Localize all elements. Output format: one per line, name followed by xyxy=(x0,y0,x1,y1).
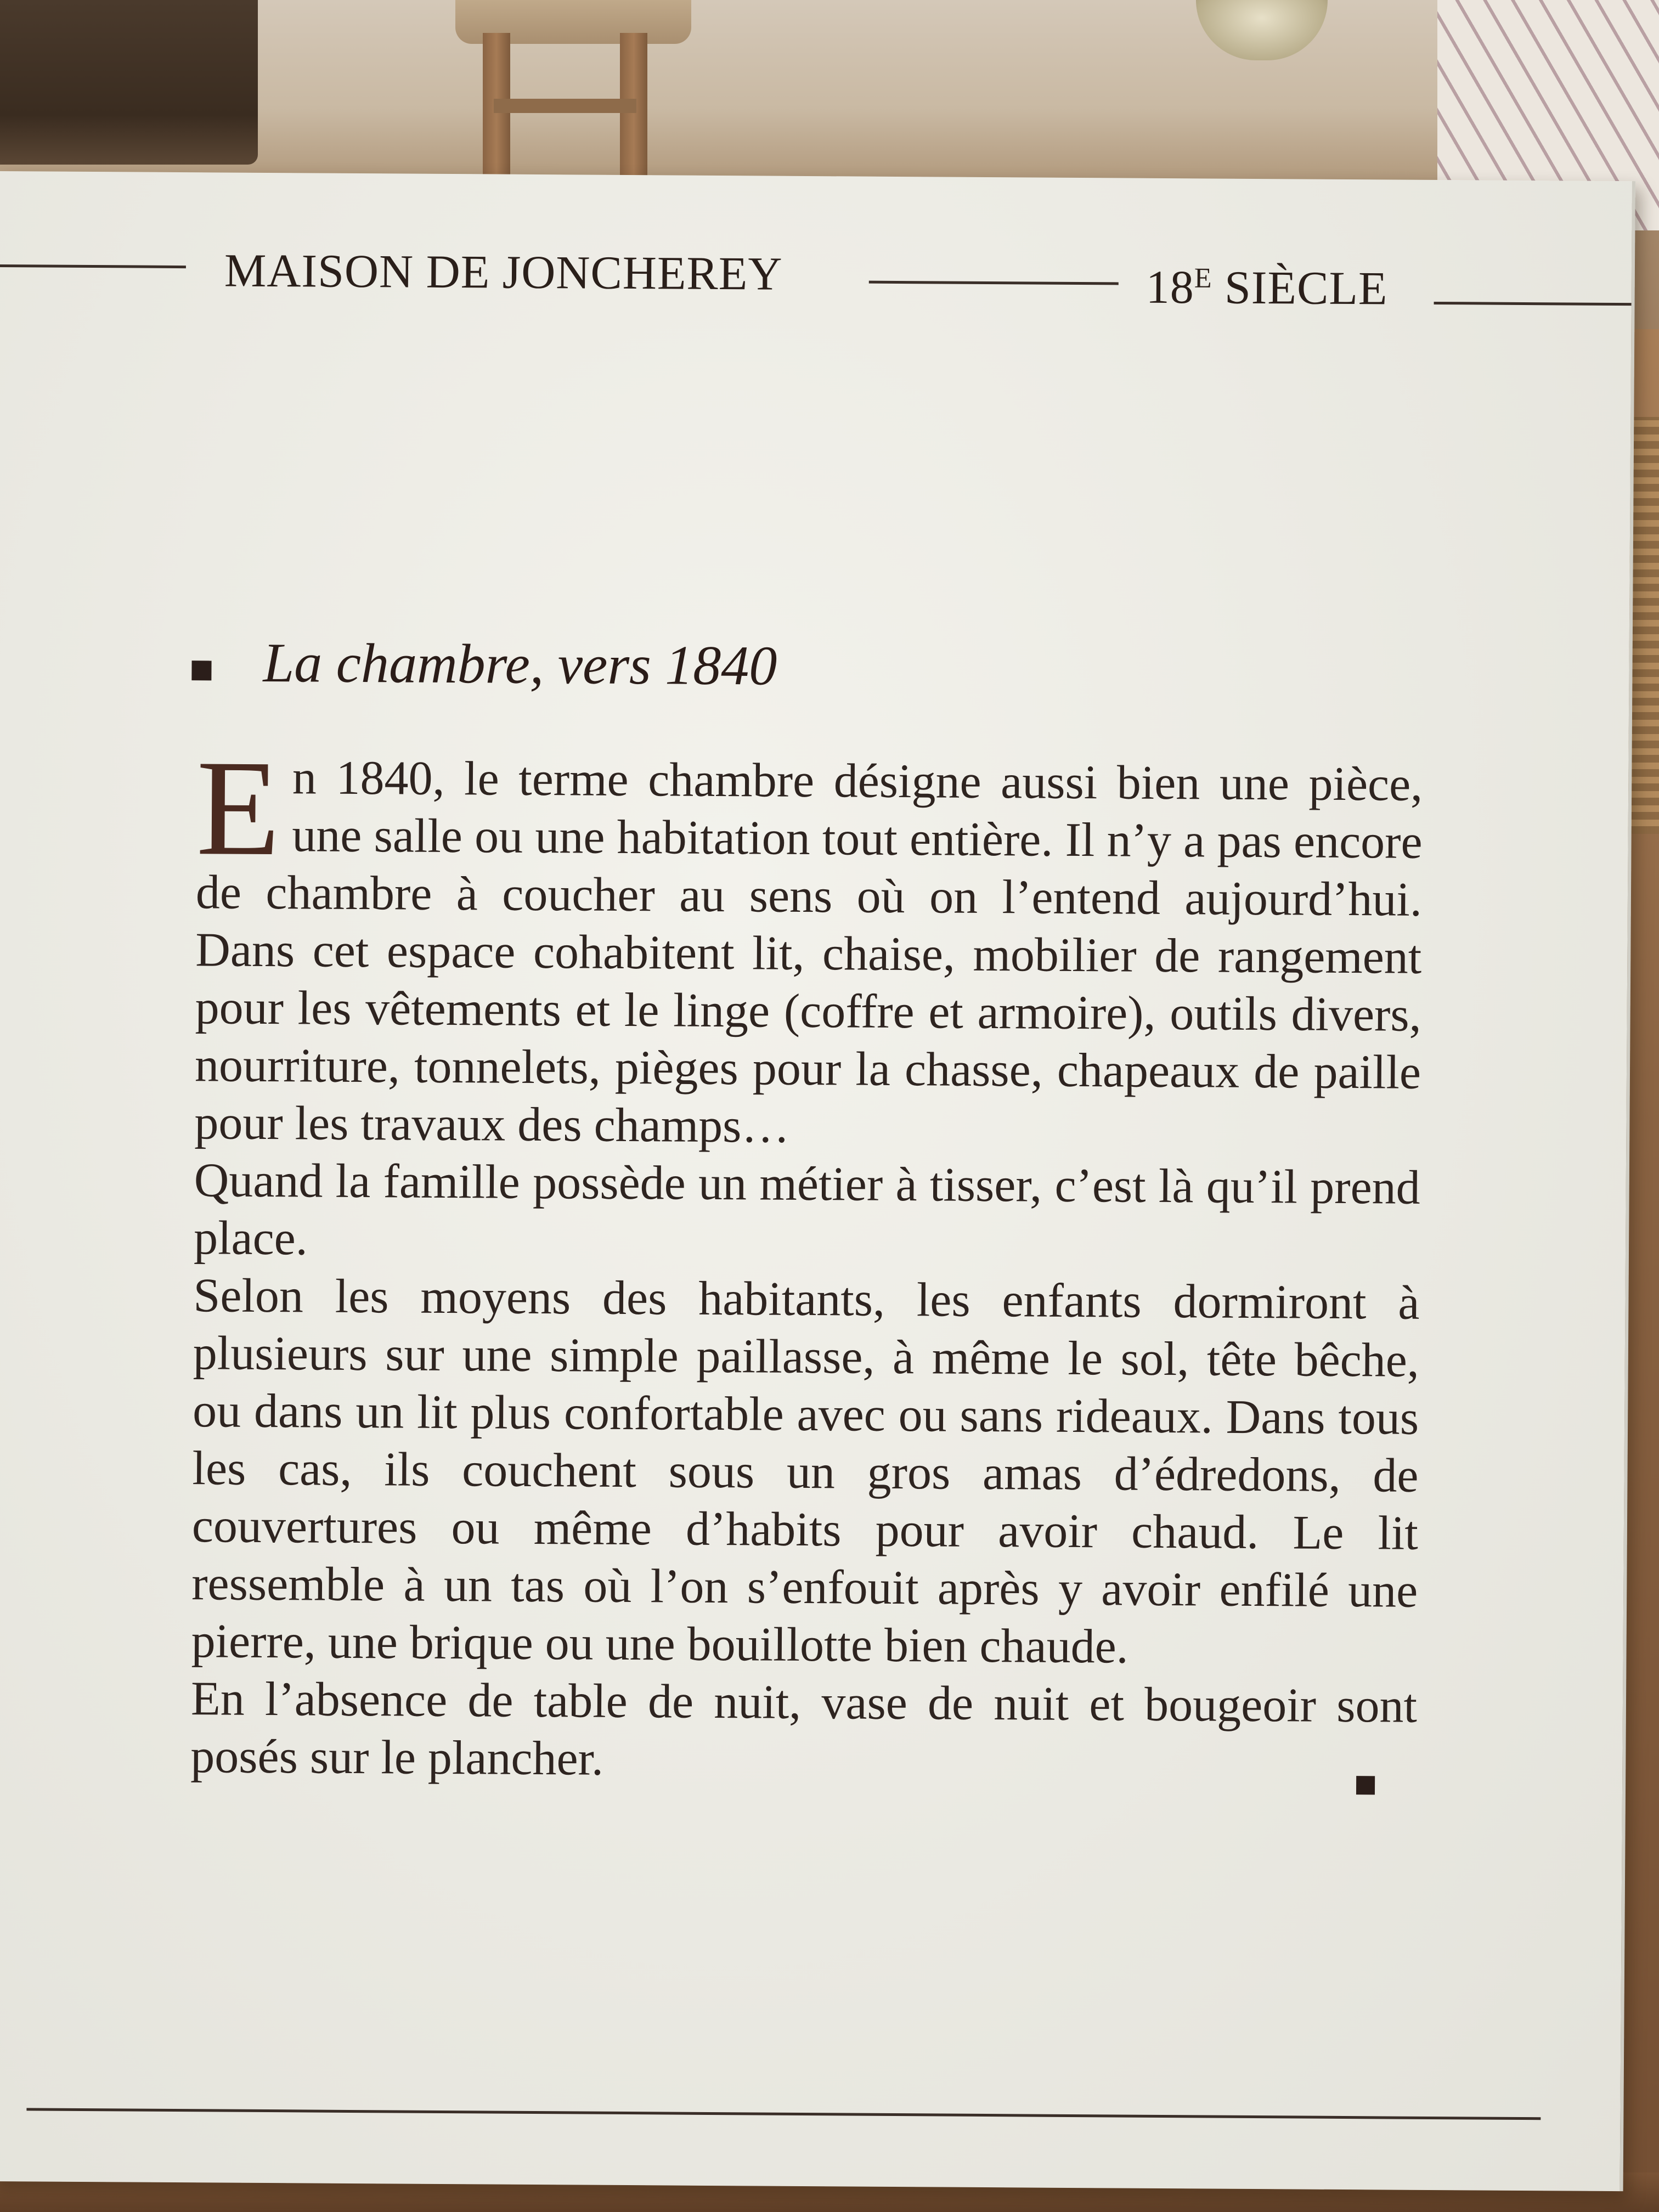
paragraph: Quand la famille possède un métier à tisser, c’est là qu’il prend place. xyxy=(193,1154,1421,1266)
wooden-chest xyxy=(0,0,258,165)
paragraph-text: n 1840, le terme chambre désigne aussi bien une pièce, une salle ou une habitation tout entière. Il n’y a pas encore de chambre à coucher au sens où on l’entend aujourd’hui. Dans cet espace cohabitent lit, chaise, mobilier de rangement pour les vêtements et le linge (coffre et armoire), outils divers, nourriture, tonnelets, pièges pour la chasse, chapeaux de paille pour les travaux des champs… xyxy=(194,751,1423,1153)
section-title: La chambre, vers 1840 xyxy=(263,631,777,697)
header-rule-middle xyxy=(869,281,1119,285)
paragraph: Selon les moyens des habitants, les enfants dormiront à plusieurs sur une simple paillasse, à même le sol, tête bêche, ou dans un lit plus confortable avec ou sans rideaux. Dans tous les cas, ils couchent sous un gros amas d’édredons, de couvertures ou même d’habits pour avoir chaud. Le lit ressemble à un tas où l’on s’enfouit après y avoir enfilé une pierre, une brique ou une bouillotte bien chaude. xyxy=(191,1269,1420,1674)
section-bullet-icon xyxy=(191,661,211,680)
dropcap-letter: E xyxy=(196,732,281,885)
header-century xyxy=(1146,259,1387,316)
header-rule-right xyxy=(1434,302,1632,306)
stool-crossbar xyxy=(494,99,636,113)
information-sign xyxy=(0,171,1635,2191)
body-text xyxy=(190,732,1423,1793)
paragraph: En l’absence de table de nuit, vase de nuit et bougeoir sont posés sur le plancher. xyxy=(190,1672,1418,1786)
century-word: SIÈCLE xyxy=(1224,261,1388,315)
paragraph xyxy=(194,732,1423,1159)
header-rule-left xyxy=(0,264,186,268)
end-bullet-icon xyxy=(1356,1776,1375,1795)
century-number: 18 xyxy=(1146,260,1195,314)
century-superscript: E xyxy=(1194,262,1212,294)
header-title: MAISON DE JONCHEREY xyxy=(224,244,783,300)
footer-rule xyxy=(26,2108,1541,2120)
